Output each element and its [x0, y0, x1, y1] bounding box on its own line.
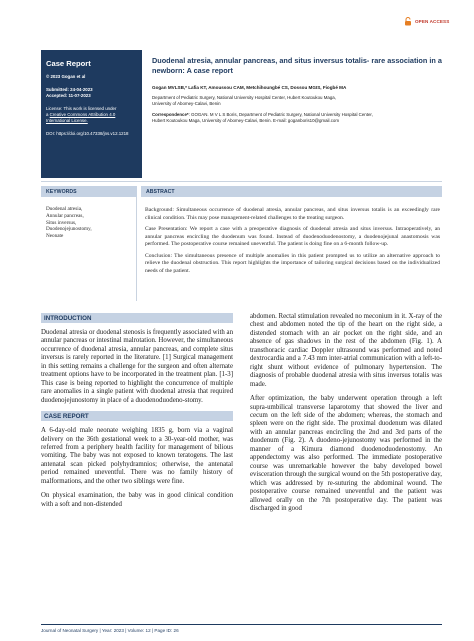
- license-text: License: This work is licensed under a Creative Commons Attribution 4.0 International License.: [46, 106, 117, 123]
- article-info-sidebar: [41, 50, 142, 178]
- license-link-line2[interactable]: International License.: [46, 118, 88, 123]
- keywords-panel: [41, 186, 137, 301]
- copyright: © 2023 Gogan et al: [46, 74, 86, 79]
- submitted-date: Submitted: 24-04-2023: [46, 87, 93, 92]
- affiliation: Department of Pediatric Surgery, National University Hospital Center, Hubert Koutoukou Maga, University of Abomey-Calavi, Benin: [152, 95, 336, 106]
- abstract-case: Case Presentation: We report a case with a preoperative diagnosis of duodenal atresia and situs inversus. Intraoperatively, an annular pancreas encircling the duodenum was found. Instead of duodenoduodenostomy, a duodenojejunal anastomosis was performed. The postoperative course remained uneventful. The patient is doing fine on a 6-month follow-up.: [145, 225, 440, 248]
- case-paragraph-3: abdomen. Rectal stimulation revealed no meconium in it. X-ray of the chest and abdomen noted the tip of the heart on the right side, a distended stomach with an air pocket on the right side, and an absence of gas shadows in the rest of the abdomen (Fig. 1). A transthoracic cardiac Doppler ultrasound was performed and noted dextrocardia and a 7.43 mm inter-atrial communication with a left-to-right shunt without evidence of pulmonary hypertension. The diagnosis of probable duodenal atresia with situs inversus totalis was made.: [250, 313, 442, 388]
- left-column: [41, 313, 233, 515]
- accepted-date: Accepted: 11-07-2023: [46, 93, 91, 98]
- open-access-label: OPEN ACCESS: [415, 19, 450, 24]
- right-column: [250, 313, 442, 519]
- introduction-heading: INTRODUCTION: [41, 313, 233, 323]
- keyword-item: Situs inversus,: [46, 219, 77, 226]
- abstract-conclusion: Conclusion: The simultaneous presence of multiple anomalies in this patient prompted us to utilize an alternative approach to relieve the duodenal obstruction. This report highlights the importance of tailoring surgical decisions based on the individualized needs of the patient.: [145, 252, 440, 274]
- header-divider: [41, 181, 442, 182]
- introduction-paragraph: Duodenal atresia or duodenal stenosis is frequently associated with an annular pancreas or intestinal malrotation. However, the simultaneous occurrence of duodenal atresia, annular pancreas, and complete situs inversus is rarely reported in the literature. [1] Surgical management in this setting remains a challenge for the surgeon and often alternate treatment options have to be incorporated in the treatment plan. [1-3] This case is being reported to highlight the concurrence of multiple rare anomalies in a single patient with duodenal atresia that required duodenojejunostomy in place of a duodenoduodeno-stomy.: [41, 329, 233, 404]
- keyword-item: Duodenal atresia,: [46, 206, 83, 212]
- keyword-item: Duodenojejunostomy,: [46, 226, 92, 233]
- article-type: Case Report: [46, 59, 91, 68]
- open-access-badge: [404, 17, 449, 26]
- abstract-background: Background: Simultaneous occurrence of duodenal atresia, annular pancreas, and situs inversus totalis is an exceedingly rare clinical condition. This may pose management-related challenges to the treating surgeon.: [145, 207, 440, 221]
- author-list: Gogan MVLSB,* Lafia KT, Amoussou CAM, Metchihoungbé CS, Dossou MGIS, Fiogbé MA: [152, 85, 347, 90]
- license-link[interactable]: Creative Commons Attribution 4.0: [49, 112, 116, 117]
- journal-footer: Journal of Neonatal Surgery | Year: 2023 | Volume: 12 | Page ID: 26: [41, 628, 179, 633]
- keywords-heading: KEYWORDS: [41, 186, 137, 197]
- abstract-heading: ABSTRACT: [141, 186, 442, 197]
- case-paragraph-2: On physical examination, the baby was in good clinical condition with a soft and non-distended: [41, 492, 233, 508]
- keywords-list: [46, 206, 92, 240]
- case-paragraph-4: After optimization, the baby underwent operation through a left supra-umbilical transverse laparotomy that showed the liver and cecum on the left side of the abdomen; whereas, the stomach and spleen were on the right side. The proximal duodenum was dilated with an annular pancreas encircling the 2nd and 3rd parts of the duodenum (Fig. 2). A duodeno-jejunostomy was performed in the manner of a Kimura diamond duodenoduodenostomy. An appendectomy was also performed. The immediate postoperative course was unremarkable however the baby developed bowel evisceration through the surgical wound on the 5th postoperative day, which was addressed by re-suturing the abdominal wound. The postoperative course remained uneventful and the patient was allowed orally on the 7th postoperative day. The patient was discharged in good: [250, 395, 442, 512]
- case-report-heading: CASE REPORT: [41, 411, 233, 421]
- keyword-item: Annular pancreas,: [46, 212, 84, 219]
- abstract-body: [145, 207, 440, 279]
- correspondence-label: Correspondence*: [152, 112, 189, 117]
- abstract-panel: [141, 186, 442, 301]
- footer-divider: [41, 624, 442, 625]
- open-lock-icon: [404, 17, 412, 26]
- keyword-item: Neonate: [46, 233, 64, 240]
- case-paragraph-1: A 6-day-old male neonate weighing 1835 g, born via a vaginal delivery on the 36th gestational week to a 30-year-old mother, was referred from a periphery health facility for management of bilious vomiting. The baby was not exposed to known teratogens. The last antenatal scan picked polyhydramnios; otherwise, the antenatal period remained uneventful. There was no family history of malformations, and the other two siblings were fine.: [41, 427, 233, 485]
- correspondence: Correspondence*: GOGAN. M V L S Boris, Department of Pediatric Surgery, National University Hospital Center, Hubert Koutoukou Maga, University of Abomey-Calavi, Benin. E-mail: goganboris10@gmail.com: [152, 112, 373, 123]
- doi-link[interactable]: DOI: https://doi.org/10.47338/jns.v12.1218: [46, 131, 129, 136]
- article-header: [152, 56, 442, 124]
- article-title: Duodenal atresia, annular pancreas, and situs inversus totalis- rare association in a newborn: A case report: [152, 56, 442, 75]
